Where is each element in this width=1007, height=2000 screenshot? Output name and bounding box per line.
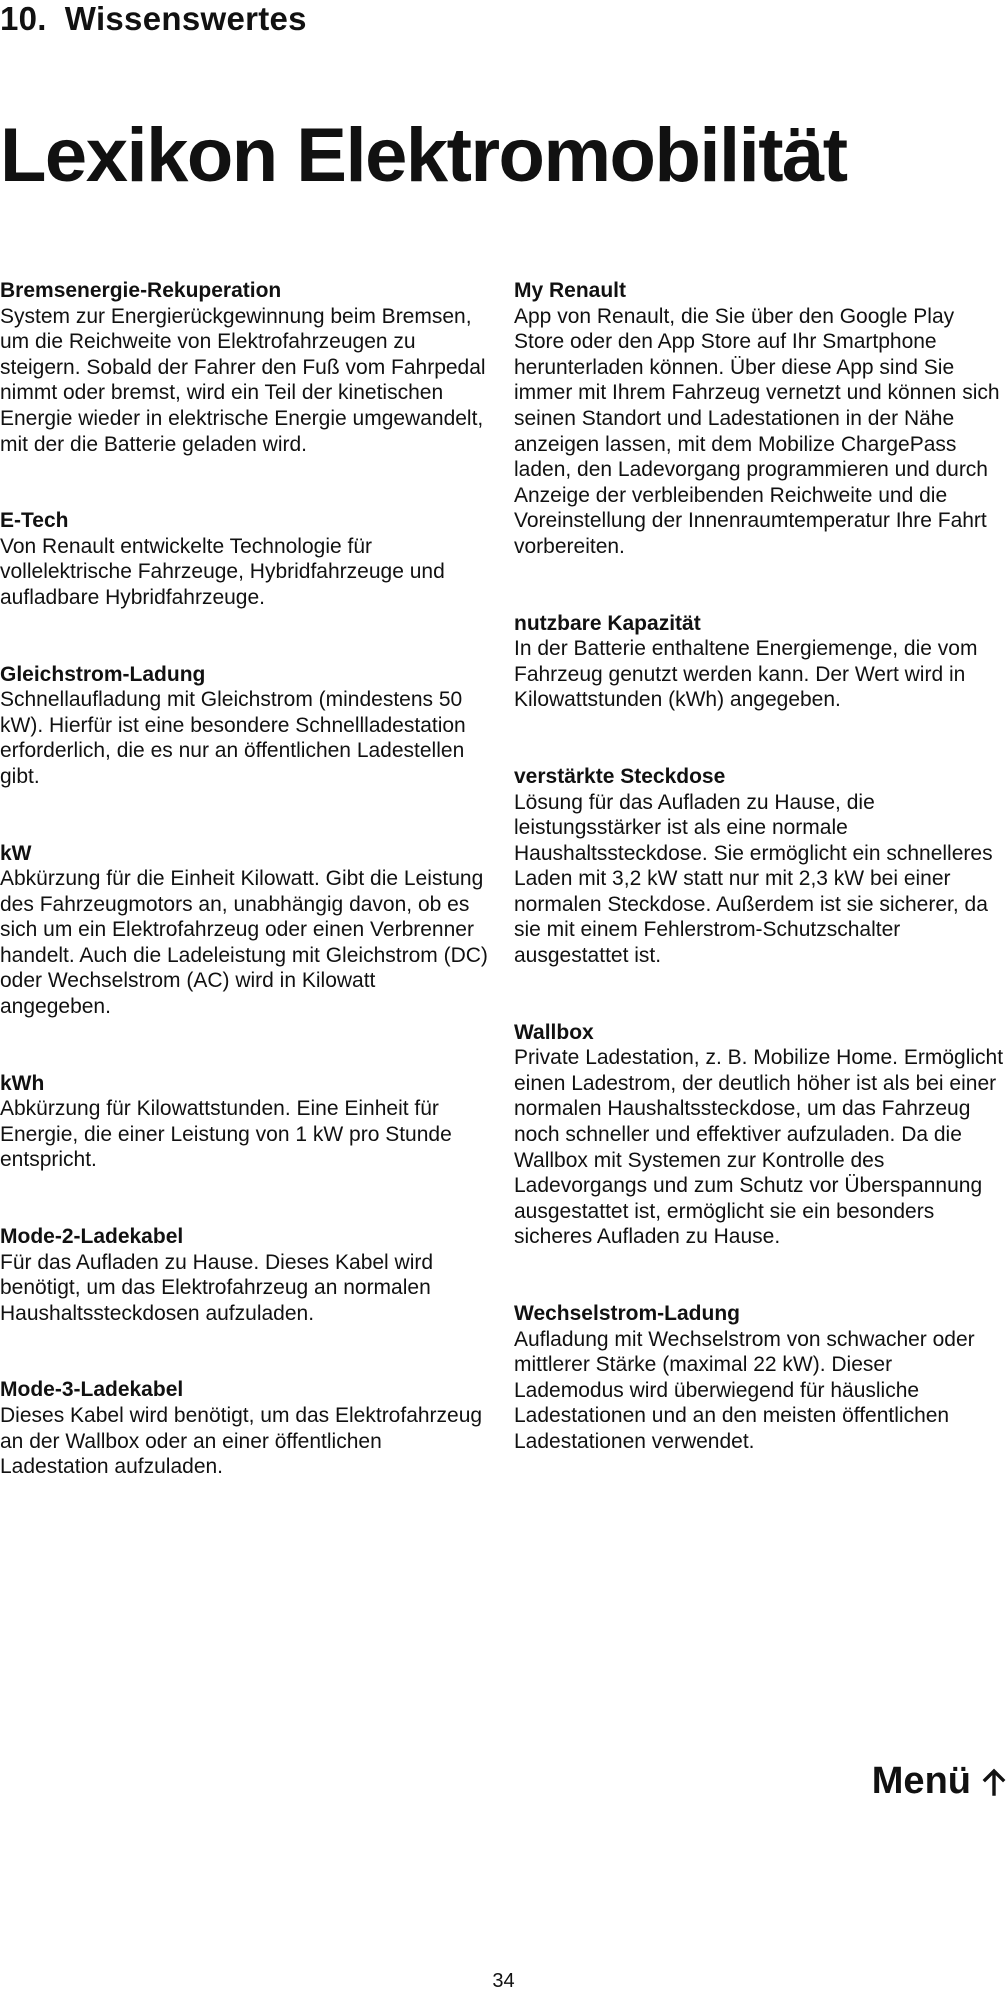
- glossary-entry: [0, 1377, 490, 1479]
- glossary-definition: Lösung für das Aufladen zu Hause, die leistungsstärker ist als eine normale Haushaltssteckdose. Sie ermöglicht ein schnelleres Laden mit 3,2 kW statt nur mit 2,3 kW bei einer normalen Steckdose. Außerdem ist sie sicherer, da sie mit einem Fehlerstrom-Schutzschalter ausgestattet ist.: [514, 790, 993, 968]
- glossary-entry: [514, 278, 1004, 560]
- glossary-entry: [0, 662, 490, 790]
- glossary-term: Wallbox: [514, 1020, 594, 1044]
- menu-link[interactable]: [872, 1760, 1007, 1803]
- page-number: 34: [492, 1970, 515, 1992]
- glossary-definition: Abkürzung für die Einheit Kilowatt. Gibt die Leistung des Fahrzeugmotors an, unabhängig davon, ob es sich um ein Elektrofahrzeug oder einen Verbrenner handelt. Auch die Ladeleistung mit Gleichstrom (DC) oder Wechselstrom (AC) wird in Kilowatt angegeben.: [0, 867, 488, 1019]
- glossary-term: kW: [0, 841, 32, 865]
- glossary-entry: [514, 1020, 1004, 1250]
- glossary-definition: System zur Energierückgewinnung beim Bremsen, um die Reichweite von Elektrofahrzeugen zu steigern. Sobald der Fahrer den Fuß vom Fahrpedal nimmt oder bremst, wird ein Teil der kinetischen Energie wieder in elektrische Energie umgewandelt, mit der die Batterie geladen wird.: [0, 304, 486, 456]
- glossary-column-left: [0, 278, 490, 1531]
- glossary-entry: [514, 611, 1004, 713]
- glossary-term: Gleichstrom-Ladung: [0, 662, 206, 686]
- glossary-term: Wechselstrom-Ladung: [514, 1302, 740, 1325]
- section-header: [0, 0, 307, 38]
- glossary-term: kWh: [0, 1071, 45, 1095]
- arrow-up-icon: [981, 1768, 1007, 1796]
- glossary-entry: [514, 1301, 1004, 1455]
- glossary-entry: [0, 508, 490, 610]
- glossary-definition: Für das Aufladen zu Hause. Dieses Kabel wird benötigt, um das Elektrofahrzeug an normalen Haushaltssteckdosen aufzuladen.: [0, 1250, 434, 1325]
- section-number: 10.: [0, 0, 47, 37]
- glossary-term: My Renault: [514, 279, 627, 302]
- glossary-term: Mode-2-Ladekabel: [0, 1225, 184, 1249]
- section-title: Wissenswertes: [64, 0, 307, 37]
- glossary-column-right: [514, 278, 1004, 1506]
- glossary-definition: Private Ladestation, z. B. Mobilize Home. Ermöglicht einen Ladestrom, der deutlich höher ist als bei einer normalen Haushaltssteckdose, um das Fahrzeug noch schneller und effektiver aufzuladen. Da die Wallbox mit Systemen zur Kontrolle des Ladevorgangs und zum Schutz vor Überspannung ausgestattet ist, ermöglicht sie ein besonders sicheres Aufladen zu Hause.: [514, 1046, 1004, 1249]
- glossary-entry: [0, 841, 490, 1020]
- page-title: Lexikon Elektromobilität: [0, 113, 847, 198]
- glossary-term: E-Tech: [0, 509, 69, 533]
- glossary-entry: [514, 764, 1004, 969]
- glossary-term: nutzbare Kapazität: [514, 611, 701, 635]
- glossary-definition: Von Renault entwickelte Technologie für vollelektrische Fahrzeuge, Hybridfahrzeuge und aufladbare Hybridfahrzeuge.: [0, 534, 445, 609]
- glossary-entry: [0, 1224, 490, 1326]
- glossary-entry: [0, 278, 490, 457]
- glossary-definition: Schnellaufladung mit Gleichstrom (mindestens 50 kW). Hierfür ist eine besondere Schnellladestation erforderlich, die es nur an öffentlichen Ladestellen gibt.: [0, 688, 466, 788]
- glossary-definition: App von Renault, die Sie über den Google Play Store oder den App Store auf Ihr Smartphone herunterladen können. Über diese App sind Sie immer mit Ihrem Fahrzeug vernetzt und können sich seinen Standort und Ladestationen in der Nähe anzeigen lassen, mit dem Mobilize ChargePass laden, den Ladevorgang programmieren und durch Anzeige der verbleibenden Reichweite und die Voreinstellung der Innenraumtemperatur Ihre Fahrt vorbereiten.: [514, 304, 1000, 558]
- glossary-entry: [0, 1071, 490, 1173]
- glossary-definition: Dieses Kabel wird benötigt, um das Elektrofahrzeug an der Wallbox oder an einer öffentlichen Ladestation aufzuladen.: [0, 1404, 483, 1479]
- glossary-definition: In der Batterie enthaltene Energiemenge, die vom Fahrzeug genutzt werden kann. Der Wert wird in Kilowattstunden (kWh) angegeben.: [514, 637, 978, 712]
- glossary-term: Bremsenergie-Rekuperation: [0, 279, 282, 302]
- glossary-definition: Abkürzung für Kilowattstunden. Eine Einheit für Energie, die einer Leistung von 1 kW pro Stunde entspricht.: [0, 1097, 452, 1172]
- glossary-term: Mode-3-Ladekabel: [0, 1378, 184, 1402]
- glossary-definition: Aufladung mit Wechselstrom von schwacher oder mittlerer Stärke (maximal 22 kW). Dieser Lademodus wird überwiegend für häusliche Ladestationen und an den meisten öffentlichen Ladestationen verwendet.: [514, 1327, 975, 1453]
- glossary-term: verstärkte Steckdose: [514, 764, 726, 788]
- menu-link-label: Menü: [871, 1760, 971, 1802]
